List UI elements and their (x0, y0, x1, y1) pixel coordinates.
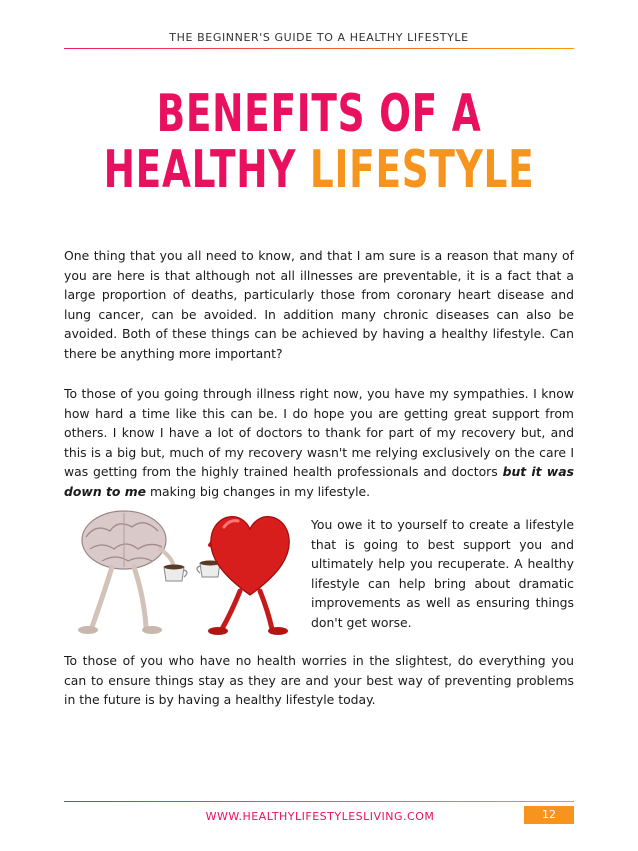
paragraph-illness-end: making big changes in my lifestyle. (146, 483, 371, 499)
paragraph-no-worries: To those of you who have no health worries in the slightest, do everything you can to ensure things stay as they are and your best way of preventing problems in the future is by having a healthy lifestyle today. (64, 653, 574, 708)
brain-character-icon (78, 511, 174, 634)
title-word-healthy: HEALTHY (103, 140, 297, 200)
page-title (89, 86, 548, 198)
footer-divider (64, 801, 574, 802)
paragraph-illness-main: To those of you going through illness right now, you have my sympathies. I know how hard a time like this can be. I do hope you are getting great support from others. I know I have a lot of doctors to thank for part of my recovery but, and this is a big but, much of my recovery wasn't me relying exclusively on the care I was getting from the highly trained health professionals and doctors (64, 386, 574, 480)
paragraph-illness (64, 384, 574, 502)
page-number-badge: 12 (524, 806, 574, 824)
title-word-lifestyle: LIFESTYLE (309, 140, 535, 200)
header-divider (64, 48, 574, 49)
paragraph-illness-emphasis: but it was down to me (64, 464, 574, 499)
title-line-1: BENEFITS OF A (156, 84, 482, 144)
title-line-2 (89, 142, 548, 198)
paragraph-owe-yourself: You owe it to yourself to create a lifestyle that is going to best support you and ultimately help you recuperate. A healthy lifestyle can help bring about dramatic improvements as well as ensuring things don't get worse. (311, 517, 574, 630)
brain-heart-coffee-illustration (72, 505, 300, 641)
paragraph-intro: One thing that you all need to know, and that I am sure is a reason that many of you are here is that although not all illnesses are preventable, it is a fact that a large proportion of deaths, particularly those from coronary heart disease and lung cancer, can be avoided. In addition many chronic diseases can also be avoided. Both of these things can be achieved by having a healthy lifestyle. Can there be anything more important? (64, 248, 574, 361)
page-header: THE BEGINNER'S GUIDE TO A HEALTHY LIFESTYLE (169, 31, 469, 44)
footer-website-link[interactable]: WWW.HEALTHYLIFESTYLESLIVING.COM (205, 810, 435, 823)
heart-character-icon (208, 517, 289, 635)
